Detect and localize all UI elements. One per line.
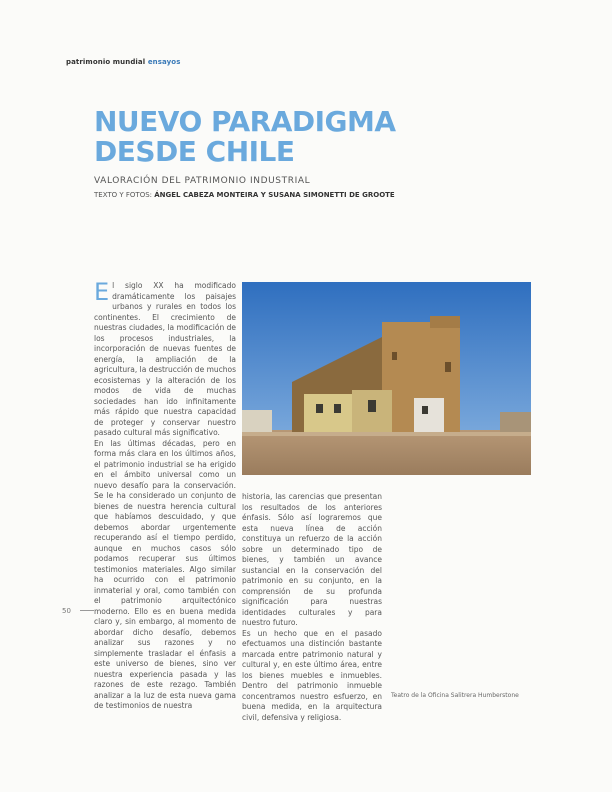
section-header [66,58,180,66]
paragraph: En las últimas décadas, pero en forma más clara en los últimos años, el patrimonio industrial se ha erigido en el ámbito universal como un nuevo desafío para la conservación. Se le ha considerado un conjunto de bienes de nuestra herencia cultural que habíamos descuidado, y que debemos abordar urgentemente recuperando así el tiempo perdido, aunque en muchos casos sólo podamos recuperar sus últimos testimonios materiales. Algo similar ha ocurrido con el patrimonio inmaterial y oral, como también con el patrimonio arquitectónico moderno. Ello es en buena medida claro y, sin embargo, al momento de abordar dicho desafío, debemos analizar sus razones y no simplemente trasladar el énfasis a este universo de bienes, sino ver nuestra experiencia pasada y las razones de este rezago. También analizar a la luz de esta nueva gama de testimonios de nuestra [94,438,236,710]
text-column-2 [242,492,382,723]
paragraph [94,278,236,439]
credits-names: ÁNGEL CABEZA MONTEIRA Y SUSANA SIMONETTI DE GROOTE [154,191,395,199]
title-line-1: NUEVO PARADIGMA [94,105,396,138]
text-column-1 [94,278,236,712]
page-number-rule [80,610,94,611]
page-number: 50 [62,607,71,615]
article-subtitle: VALORACIÓN DEL PATRIMONIO INDUSTRIAL [94,176,311,186]
drop-cap: E [94,278,110,306]
article-title [94,107,396,167]
paragraph: Es un hecho que en el pasado efectuamos una distinción bastante marcada entre patrimonio natural y cultural y, en este último área, entre los bienes muebles e inmuebles. Dentro del patrimonio inmueble concentramos nuestro esfuerzo, en buena medida, en la arquitectura civil, defensiva y religiosa. [242,628,382,722]
section-label: patrimonio mundial [66,58,146,66]
title-line-2: DESDE CHILE [94,135,295,168]
credits-label: TEXTO Y FOTOS: [94,191,153,199]
article-photo [242,282,531,475]
paragraph-text: l siglo XX ha modificado dramáticamente los paisajes urbanos y rurales en todos los continentes. El crecimiento de nuestras ciudades, la modificación de los procesos industriales, la incorporación de nuevas fuentes de energía, la ampliación de la agricultura, la destrucción de muchos ecosistemas y la alteración de los modos de vida de muchas sociedades han ido infinitamente más rápido que nuestra capacidad de proteger y conservar nuestro pasado cultural más significativo. [94,281,236,437]
theater-building-image [242,282,531,475]
article-credits [94,191,395,199]
paragraph: historia, las carencias que presentan los resultados de los anteriores énfasis. Sólo así lograremos que esta nueva línea de acción constituya un refuerzo de la acción sobre un determinado tipo de bienes, y también un avance sustancial en la conservación del patrimonio en su conjunto, en la comprensión de su profunda significación para nuestras identidades culturales y para nuestro futuro. [242,492,382,627]
subsection-label: ensayos [147,58,181,66]
photo-caption: Teatro de la Oficina Salitrera Humberstone [391,692,519,699]
